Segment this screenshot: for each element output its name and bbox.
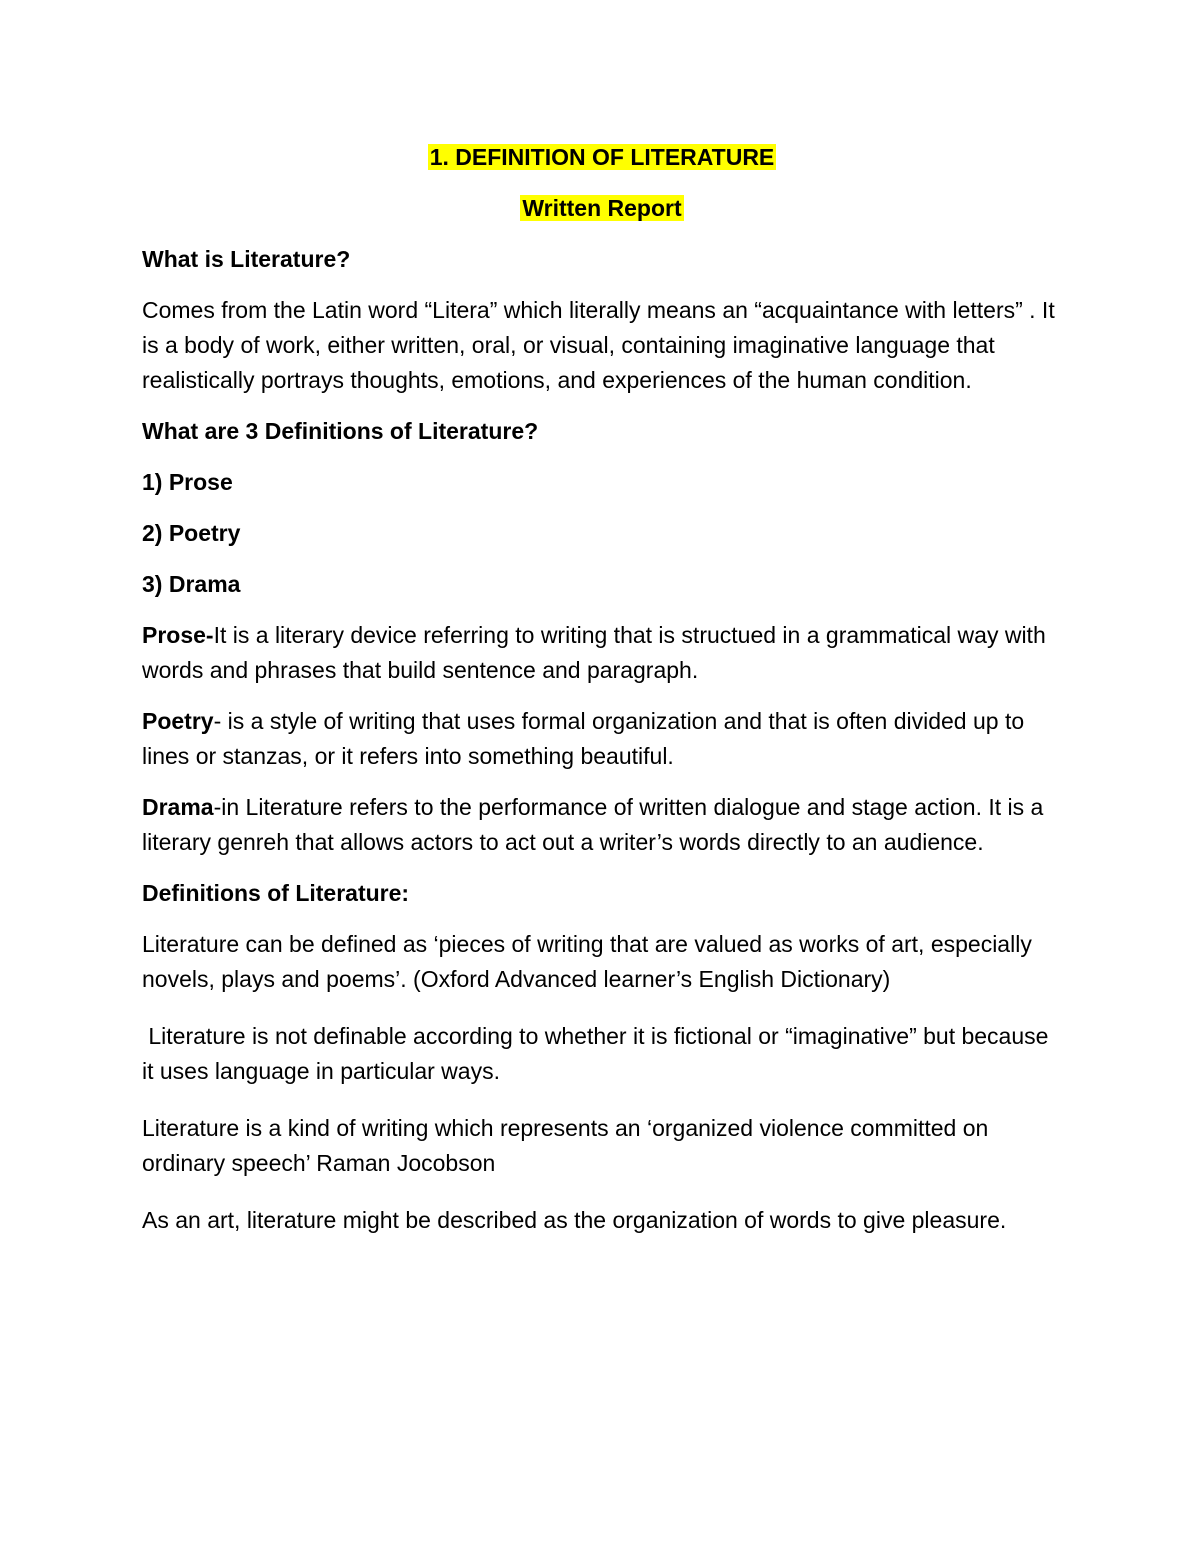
title-line xyxy=(142,140,1062,175)
definitions-heading: Definitions of Literature: xyxy=(142,880,410,906)
subtitle-line xyxy=(142,191,1062,226)
document-title: 1. DEFINITION OF LITERATURE xyxy=(429,144,775,170)
list-item-prose: 1) Prose xyxy=(142,469,233,495)
definition-art: As an art, literature might be described as the organization of words to give pleasure. xyxy=(142,1207,1007,1233)
answer-what-is-literature: Comes from the Latin word “Litera” which literally means an “acquaintance with letters” . It is a body of work, either written, oral, or visual, containing imaginative language that realistically portrays thoughts, emotions, and experiences of the human condition. xyxy=(142,297,1055,393)
poetry-term: Poetry xyxy=(142,708,214,734)
question-what-is-literature: What is Literature? xyxy=(142,246,351,272)
list-item-drama: 3) Drama xyxy=(142,571,241,597)
document-body xyxy=(142,140,1062,1254)
poetry-definition xyxy=(142,704,1062,774)
definition-language: Literature is not definable according to whether it is fictional or “imaginative” but because it uses language in particular ways. xyxy=(142,1023,1055,1084)
question-three-definitions: What are 3 Definitions of Literature? xyxy=(142,418,539,444)
list-item-poetry: 2) Poetry xyxy=(142,520,241,546)
drama-term: Drama xyxy=(142,794,214,820)
definition-oxford: Literature can be defined as ‘pieces of writing that are valued as works of art, especially novels, plays and poems’. (Oxford Advanced learner’s English Dictionary) xyxy=(142,931,1032,992)
drama-text: -in Literature refers to the performance of written dialogue and stage action. It is a literary genreh that allows actors to act out a writer’s words directly to an audience. xyxy=(142,794,1044,855)
prose-text: It is a literary device referring to writing that is structued in a grammatical way with words and phrases that build sentence and paragraph. xyxy=(142,622,1046,683)
definition-jakobson: Literature is a kind of writing which represents an ‘organized violence committed on ordinary speech’ Raman Jocobson xyxy=(142,1115,989,1176)
drama-definition xyxy=(142,790,1062,860)
prose-term: Prose- xyxy=(142,622,214,648)
prose-definition xyxy=(142,618,1062,688)
document-subtitle: Written Report xyxy=(522,195,682,221)
poetry-text: - is a style of writing that uses formal organization and that is often divided up to lines or stanzas, or it refers into something beautiful. xyxy=(142,708,1025,769)
